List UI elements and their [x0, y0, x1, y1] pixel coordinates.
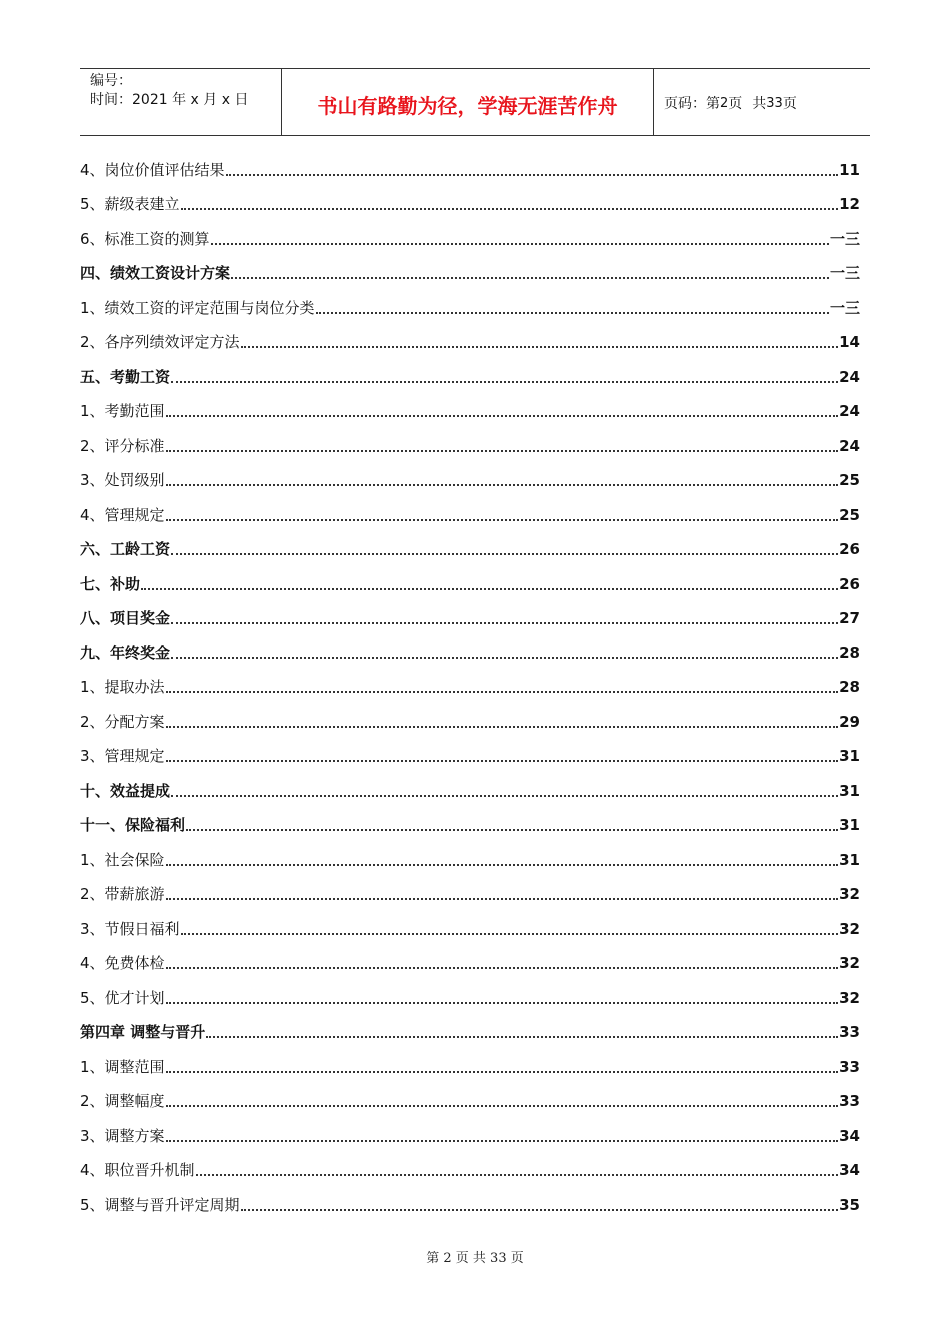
toc-entry-page: 27 [839, 609, 860, 627]
toc-entry-page: 一三 [829, 264, 860, 282]
toc-entry-label: 四、绩效工资设计方案 [80, 264, 231, 282]
toc-entry-label: 2、分配方案 [80, 712, 165, 731]
toc-entry[interactable] [80, 1188, 860, 1223]
page-footer: 第 2 页 共 33 页 [426, 1251, 524, 1266]
toc-entry-page: 31 [839, 816, 860, 834]
toc-entry-page: 26 [839, 574, 860, 593]
toc-dot-leader [316, 312, 829, 314]
toc-entry-label: 十、效益提成 [80, 781, 171, 800]
toc-dot-leader [166, 415, 839, 417]
page-suffix: 页 [782, 96, 797, 112]
toc-entry[interactable] [80, 636, 860, 671]
toc-entry-page: 28 [839, 643, 860, 662]
toc-entry[interactable] [80, 981, 860, 1016]
toc-entry-label: 1、考勤范围 [80, 402, 165, 420]
toc-dot-leader [166, 1105, 839, 1107]
toc-entry[interactable] [80, 291, 860, 326]
header-meta [80, 69, 282, 135]
toc-dot-leader [166, 691, 839, 693]
toc-entry[interactable] [80, 740, 860, 775]
toc-entry[interactable] [80, 1016, 860, 1051]
toc-entry-label: 2、各序列绩效评定方法 [80, 333, 240, 351]
toc-entry-page: 25 [839, 505, 860, 524]
toc-entry[interactable] [80, 843, 860, 878]
toc-entry-page: 31 [839, 747, 860, 765]
toc-entry-label: 九、年终奖金 [80, 643, 171, 662]
toc-entry[interactable] [80, 153, 860, 188]
toc-dot-leader [241, 1209, 839, 1211]
page-prefix: 页码：第 [664, 96, 720, 112]
toc-entry-page: 32 [839, 954, 860, 972]
toc-dot-leader [166, 1140, 839, 1142]
toc-entry[interactable] [80, 222, 860, 257]
toc-entry-page: 34 [839, 1126, 860, 1145]
toc-entry-page: 24 [839, 402, 860, 420]
page-mid: 页 [728, 96, 743, 112]
toc-dot-leader [171, 795, 838, 797]
toc-entry[interactable] [80, 464, 860, 499]
toc-dot-leader [206, 1036, 838, 1038]
toc-entry-label: 第四章 调整与晋升 [80, 1023, 206, 1041]
toc-entry-page: 33 [839, 1092, 860, 1110]
toc-entry[interactable] [80, 774, 860, 809]
toc-entry-page: 32 [839, 885, 860, 903]
toc-entry[interactable] [80, 912, 860, 947]
toc-dot-leader [166, 450, 839, 452]
toc-entry[interactable] [80, 947, 860, 982]
toc-entry[interactable] [80, 809, 860, 844]
toc-entry[interactable] [80, 1154, 860, 1189]
toc-dot-leader [166, 1002, 839, 1004]
toc-entry-page: 29 [839, 712, 860, 731]
toc-entry-page: 一三 [829, 229, 860, 248]
toc-dot-leader [166, 967, 839, 969]
toc-entry-label: 1、绩效工资的评定范围与岗位分类 [80, 298, 315, 317]
page-total: 33 [766, 95, 783, 111]
toc-entry[interactable] [80, 326, 860, 361]
toc-dot-leader [141, 588, 838, 590]
toc-dot-leader [166, 726, 839, 728]
document-number-label: 编号： [90, 73, 132, 89]
header-page-info [654, 69, 870, 135]
toc-entry-label: 八、项目奖金 [80, 609, 171, 627]
toc-dot-leader [166, 898, 839, 900]
toc-entry-label: 3、节假日福利 [80, 919, 180, 938]
toc-entry-label: 4、管理规定 [80, 505, 165, 524]
toc-entry[interactable] [80, 395, 860, 430]
page-header [80, 68, 870, 136]
toc-dot-leader [181, 208, 839, 210]
toc-entry[interactable] [80, 671, 860, 706]
toc-entry-label: 十一、保险福利 [80, 816, 186, 834]
toc-entry-label: 4、职位晋升机制 [80, 1161, 195, 1179]
toc-dot-leader [166, 519, 839, 521]
page-current: 2 [720, 95, 729, 111]
header-motto: 书山有路勤为径，学海无涯苦作舟 [282, 69, 654, 135]
toc-entry[interactable] [80, 567, 860, 602]
toc-entry[interactable] [80, 257, 860, 292]
toc-dot-leader [186, 829, 838, 831]
toc-entry[interactable] [80, 705, 860, 740]
toc-entry-page: 32 [839, 988, 860, 1007]
toc-entry-label: 5、优才计划 [80, 988, 165, 1007]
toc-entry-label: 2、带薪旅游 [80, 885, 165, 903]
toc-entry-label: 1、社会保险 [80, 850, 165, 869]
toc-dot-leader [166, 864, 839, 866]
toc-entry-label: 1、调整范围 [80, 1057, 165, 1076]
toc-dot-leader [241, 346, 839, 348]
page-total-prefix: 共 [752, 96, 767, 112]
toc-entry-page: 28 [839, 678, 860, 696]
toc-dot-leader [171, 553, 838, 555]
toc-entry[interactable] [80, 533, 860, 568]
toc-entry[interactable] [80, 188, 860, 223]
toc-entry-page: 一三 [829, 298, 860, 317]
toc-entry-label: 5、薪级表建立 [80, 195, 180, 213]
toc-entry-page: 12 [839, 195, 860, 213]
toc-dot-leader [166, 760, 839, 762]
table-of-contents [80, 153, 860, 1223]
toc-entry-label: 2、调整幅度 [80, 1092, 165, 1110]
toc-entry-label: 4、免费体检 [80, 954, 165, 972]
toc-entry-label: 3、处罚级别 [80, 471, 165, 489]
toc-entry-page: 33 [839, 1057, 860, 1076]
toc-entry[interactable] [80, 1085, 860, 1120]
toc-dot-leader [171, 657, 838, 659]
toc-dot-leader [166, 1071, 839, 1073]
toc-dot-leader [231, 277, 829, 279]
toc-entry-page: 26 [839, 540, 860, 558]
toc-entry[interactable] [80, 498, 860, 533]
toc-entry-page: 31 [839, 850, 860, 869]
toc-dot-leader [166, 484, 839, 486]
toc-entry-page: 31 [839, 781, 860, 800]
toc-dot-leader [211, 243, 829, 245]
toc-entry-page: 11 [839, 160, 860, 179]
toc-entry-page: 33 [839, 1023, 860, 1041]
toc-entry-label: 六、工龄工资 [80, 540, 171, 558]
toc-entry-page: 34 [839, 1161, 860, 1179]
toc-entry-page: 24 [839, 367, 860, 386]
toc-dot-leader [196, 1174, 839, 1176]
toc-dot-leader [171, 622, 838, 624]
toc-entry-label: 4、岗位价值评估结果 [80, 160, 225, 179]
toc-entry-label: 3、调整方案 [80, 1126, 165, 1145]
toc-entry[interactable] [80, 1050, 860, 1085]
toc-entry[interactable] [80, 1119, 860, 1154]
toc-entry-label: 6、标准工资的测算 [80, 229, 210, 248]
toc-entry-page: 32 [839, 919, 860, 938]
toc-entry-page: 14 [839, 333, 860, 351]
toc-entry-label: 五、考勤工资 [80, 367, 171, 386]
toc-entry-label: 2、评分标准 [80, 436, 165, 455]
toc-dot-leader [171, 381, 838, 383]
toc-entry[interactable] [80, 878, 860, 913]
toc-entry-page: 25 [839, 471, 860, 489]
document-date: 时间：2021 年 x 月 x 日 [90, 92, 249, 108]
toc-dot-leader [226, 174, 839, 176]
toc-entry-page: 24 [839, 436, 860, 455]
toc-entry-page: 35 [839, 1195, 860, 1214]
toc-entry-label: 七、补助 [80, 574, 141, 593]
toc-entry-label: 3、管理规定 [80, 747, 165, 765]
toc-entry[interactable] [80, 602, 860, 637]
toc-entry[interactable] [80, 360, 860, 395]
toc-entry-label: 5、调整与晋升评定周期 [80, 1195, 240, 1214]
toc-dot-leader [181, 933, 839, 935]
toc-entry-label: 1、提取办法 [80, 678, 165, 696]
toc-entry[interactable] [80, 429, 860, 464]
